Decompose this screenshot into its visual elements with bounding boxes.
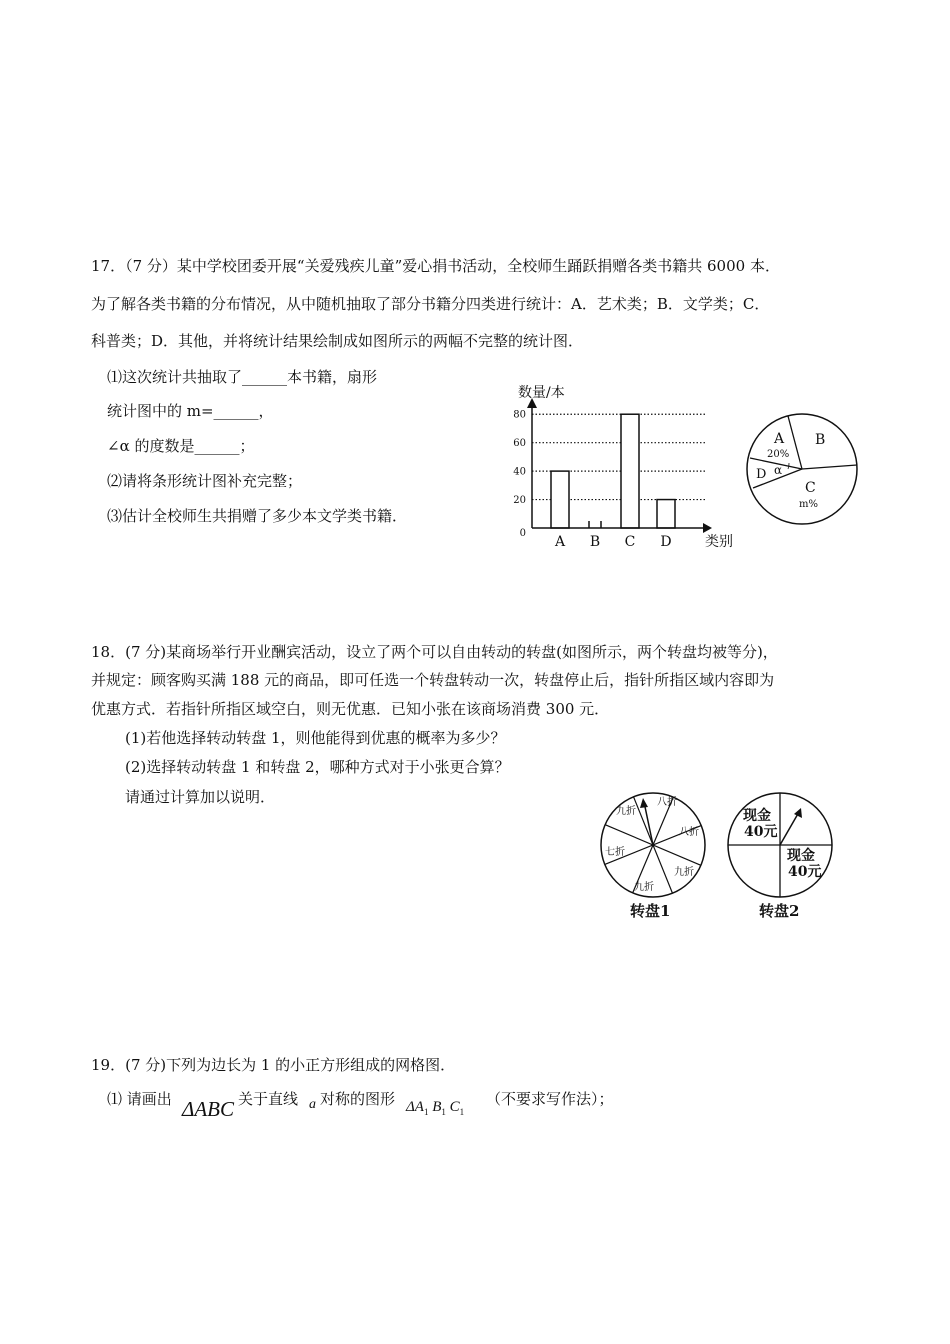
wheel-2-caption: 转盘2 [759, 902, 800, 920]
wheel-1-pointer-head [640, 798, 648, 808]
wheel-2-pointer-head [794, 808, 802, 818]
q19-line1: 19．(7 分)下列为边长为 1 的小正方形组成的网格图． [91, 1056, 456, 1074]
pie-label-alpha: α [774, 463, 783, 477]
pie-label-d: D [756, 467, 767, 482]
pie-label-a-pct: 20% [767, 449, 790, 460]
q17-sub1b: 统计图中的 m=______， [107, 402, 274, 420]
q17-line3: 科普类；D．其他，并将统计结果绘制成如图所示的两幅不完整的统计图． [91, 332, 584, 350]
x-tick-C: C [624, 534, 636, 550]
wheel-1-caption: 转盘1 [630, 902, 671, 920]
wheel-1-label-6: 九折 [634, 882, 654, 893]
q17-line1: 17．（7 分）某中学校团委开展“关爱残疾儿童”爱心捐书活动，全校师生踊跃捐赠各类书籍共 6000 本． [91, 257, 780, 275]
triangle-a1b1c1 [406, 1097, 464, 1122]
q17-sub2: ⑵请将条形统计图补充完整； [107, 472, 303, 490]
q18-sub1: (1)若他选择转动转盘 1，则他能得到优惠的概率为多少？ [125, 729, 506, 747]
wheel-2 [725, 790, 837, 922]
wheel-1-label-1: 八折 [657, 797, 677, 808]
tri2-sub-c: 1 [459, 1107, 465, 1117]
tri2-sub-a: 1 [423, 1107, 429, 1117]
bar-C [621, 414, 639, 528]
bar-chart [500, 380, 750, 555]
q18-sub3: 请通过计算加以说明． [125, 788, 276, 806]
x-axis-arrow [703, 523, 712, 533]
q19-sub1-pre: ⑴ 请画出 [107, 1090, 172, 1108]
bar-A [551, 471, 569, 528]
pie-label-b: B [815, 432, 826, 448]
wheel-2-cash-b1: 现金 [787, 848, 815, 864]
y-tick-60: 60 [513, 438, 526, 450]
q18-sub2: (2)选择转动转盘 1 和转盘 2，哪种方式对于小张更合算？ [125, 758, 510, 776]
tri2-sub-b: 1 [441, 1107, 446, 1117]
q17-line2: 为了解各类书籍的分布情况，从中随机抽取了部分书籍分四类进行统计：A．艺术类；B．文学类；C． [91, 295, 770, 313]
wheel-1 [598, 790, 710, 922]
pie-label-c-pct: m% [799, 499, 818, 510]
wheel-2-cash-a1: 现金 [743, 808, 771, 824]
wheel-1-label-4: 九折 [674, 867, 694, 878]
y-axis-label: 数量/本 [518, 385, 565, 401]
bar-D [657, 500, 675, 528]
y-tick-20: 20 [513, 495, 526, 507]
q18-line3: 优惠方式．若指针所指区域空白，则无优惠．已知小张在该商场消费 300 元． [91, 700, 610, 718]
tri2-a: ΔA [406, 1099, 424, 1115]
q19-sub1-post: （不要求写作法）； [486, 1090, 614, 1108]
tri2-c: C [449, 1099, 460, 1115]
q19-sub1-mid: 关于直线 [238, 1090, 299, 1108]
wheel-1-label-3: 八折 [679, 827, 699, 838]
q19-sub1-mid2: 对称的图形 [320, 1090, 396, 1108]
pie-label-c: C [805, 480, 816, 496]
y-tick-0: 0 [519, 528, 526, 539]
wheel-2-cash-a2: 40元 [744, 824, 778, 840]
q17-sub1c: ∠α 的度数是______； [107, 437, 255, 455]
q18-line2: 并规定：顾客购买满 188 元的商品，即可任选一个转盘转动一次，转盘停止后，指针所指区域内容即为 [91, 671, 775, 689]
x-tick-B: B [589, 534, 601, 550]
pie-divider-bc [802, 465, 857, 469]
triangle-abc: ΔABC [182, 1097, 234, 1121]
wheel-1-pointer [644, 802, 653, 845]
tri2-b: B [432, 1099, 442, 1115]
q17-sub3: ⑶估计全校师生共捐赠了多少本文学类书籍． [107, 507, 408, 525]
wheel-2-pointer [780, 812, 799, 845]
wheel-1-label-5: 七折 [605, 847, 625, 858]
wheel-2-cash-b2: 40元 [788, 864, 822, 880]
x-tick-A: A [554, 534, 566, 550]
y-tick-80: 80 [513, 409, 526, 421]
line-a: a [309, 1097, 316, 1112]
y-tick-40: 40 [513, 466, 526, 478]
pie-chart [745, 412, 865, 528]
pie-divider-ab [788, 416, 802, 469]
q17-sub1a: ⑴这次统计共抽取了______本书籍，扇形 [107, 368, 378, 386]
x-axis-label: 类别 [705, 534, 733, 550]
x-tick-D: D [660, 534, 672, 550]
pie-label-a: A [774, 431, 785, 447]
q18-line1: 18．(7 分)某商场举行开业酬宾活动，设立了两个可以自由转动的转盘(如图所示，两个转盘均被等分)， [91, 643, 778, 661]
wheel-1-label-2: 九折 [616, 806, 636, 817]
